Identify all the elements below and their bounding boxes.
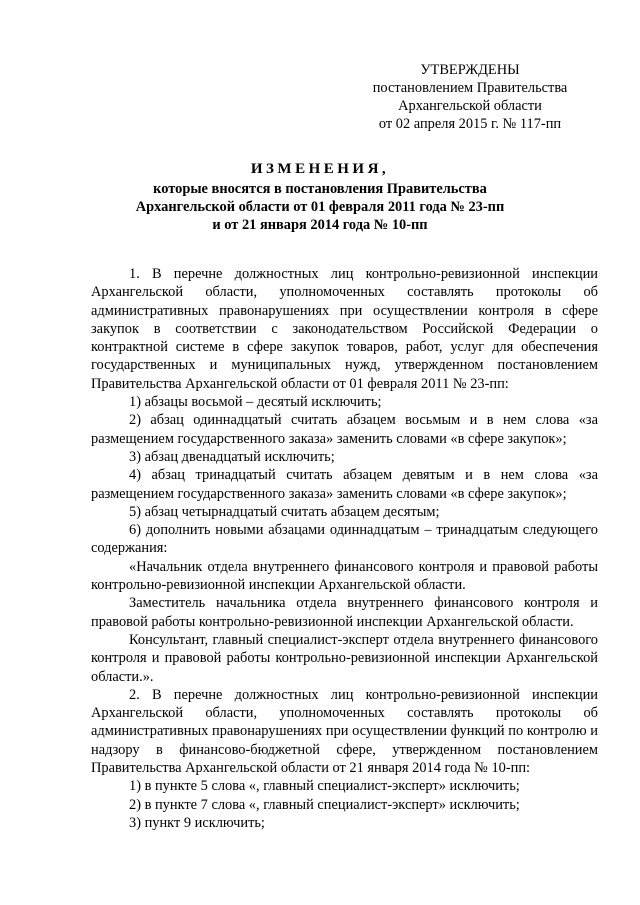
title-main: ИЗМЕНЕНИЯ,: [250, 161, 390, 177]
paragraph: 1. В перечне должностных лиц контрольно-ревизионной инспекции Архангельской области, уполномоченных составлять протоколы об административных правонарушениях при осуществлении контроля в сфере закупок в соответствии с законодательством Российской Федерации о контрактной системе в сфере закупок товаров, работ, услуг для обеспечения государственных и муниципальных нужд, утвержденном постановлением Правительства Архангельской области от 01 февраля 2011 № 23-пп:: [91, 266, 598, 392]
paragraph: 2) в пункте 7 слова «, главный специалист-эксперт» исключить;: [129, 796, 520, 813]
paragraph: 5) абзац четырнадцатый считать абзацем десятым;: [129, 503, 440, 520]
title-line-2: Архангельской области от 01 февраля 2011 года № 23-пп: [135, 199, 505, 215]
paragraph: 1) абзацы восьмой – десятый исключить;: [129, 394, 382, 411]
paragraph: 6) дополнить новыми абзацами одиннадцатым – тринадцатым следующего содержания:: [91, 522, 598, 557]
approval-line-4: от 02 апреля 2015 г. № 117-пп: [378, 116, 562, 132]
paragraph: 3) абзац двенадцатый исключить;: [129, 448, 335, 465]
paragraph: Консультант, главный специалист-эксперт отдела внутреннего финансового контроля и правовой работы контрольно-ревизионной инспекции Архангельской области.».: [91, 631, 598, 685]
title-line-3: и от 21 января 2014 года № 10-пп: [212, 217, 428, 233]
approval-line-3: Архангельской области: [398, 98, 542, 114]
document-title: [100, 160, 540, 234]
paragraph: 1) в пункте 5 слова «, главный специалист-эксперт» исключить;: [129, 778, 520, 795]
paragraph: Заместитель начальника отдела внутреннего финансового контроля и правовой работы контрольно-ревизионной инспекции Архангельской области.: [91, 595, 598, 630]
paragraph: 4) абзац тринадцатый считать абзацем девятым и в нем слова «за размещением государственного заказа» заменить словами «в сфере закупок»;: [91, 467, 598, 502]
paragraph: 2. В перечне должностных лиц контрольно-ревизионной инспекции Архангельской области, уполномоченных составлять протоколы об административных правонарушениях при осуществлении функций по контролю и надзору в финансово-бюджетной сфере, утвержденном постановлением Правительства Архангельской области от 21 января 2014 года № 10-пп:: [91, 686, 598, 777]
paragraph: «Начальник отдела внутреннего финансового контроля и правовой работы контрольно-ревизионной инспекции Архангельской области.: [91, 558, 598, 594]
approval-stamp: [360, 61, 580, 133]
document-body: [91, 265, 598, 832]
paragraph: 2) абзац одиннадцатый считать абзацем восьмым и в нем слова «за размещением государственного заказа» заменить словами «в сфере закупок»;: [91, 412, 598, 447]
approval-line-1: УТВЕРЖДЕНЫ: [420, 62, 520, 78]
paragraph: 3) пункт 9 исключить;: [129, 814, 265, 831]
approval-line-2: постановлением Правительства: [372, 80, 568, 96]
title-line-1: которые вносятся в постановления Правительства: [153, 181, 487, 197]
